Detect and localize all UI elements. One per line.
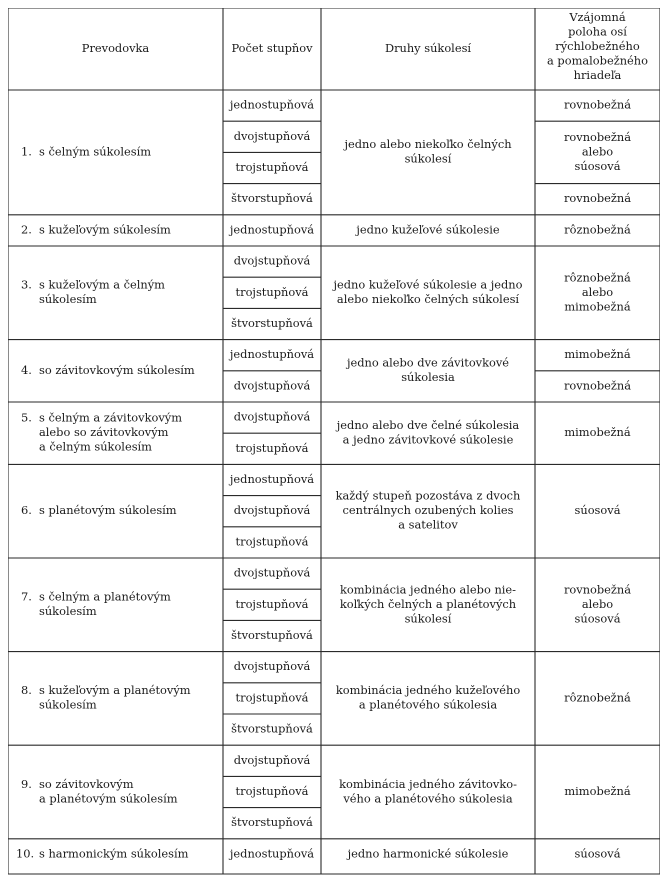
axis-position: mimobežná [564,299,631,314]
wheel-types: jedno alebo dve čelné súkolesia [336,417,520,432]
axis-position: rôznobežná [564,222,631,237]
wheel-types: súkolesí [404,611,452,626]
gearbox-name: s čelným a závitovkovým [39,410,183,425]
gearbox-name: s kužeľovým a planétovým [39,683,191,698]
wheel-types: kombinácia jedného závitovko- [339,776,517,791]
axis-position: súosová [574,846,621,861]
axis-position: alebo [581,144,614,159]
axis-position: rôznobežná [564,270,631,285]
stage-count: trojstupňová [235,440,309,455]
stage-count: štvorstupňová [231,191,313,206]
row-number: 9. [21,776,32,791]
row-number: 3. [21,277,32,292]
stage-count: jednostupňová [229,472,315,486]
wheel-types: jedno kužeľové súkolesie a jedno [333,277,523,292]
wheel-types: kombinácia jedného kužeľového [335,683,521,698]
stage-count: trojstupňová [235,284,309,299]
stage-count: jednostupňová [229,97,315,112]
axis-position: rovnobežná [563,378,632,393]
row-number: 6. [21,503,32,518]
wheel-types: alebo niekoľko čelných súkolesí [336,292,520,307]
gearbox-name: s planétovým súkolesím [39,503,177,518]
axis-position: rôznobežná [564,690,631,705]
stage-count: dvojstupňová [233,565,311,580]
axis-position: rovnobežná [563,129,632,144]
stage-count: trojstupňová [235,690,309,705]
row-number: 5. [21,410,32,425]
stage-count: dvojstupňová [233,253,311,268]
row-number: 10. [16,846,35,861]
gearbox-name: s harmonickým súkolesím [39,846,189,861]
axis-position: súosová [574,611,621,626]
stage-count: štvorstupňová [231,721,313,736]
stage-count: jednostupňová [229,222,315,237]
stage-count: trojstupňová [235,784,309,798]
wheel-types: každý stupeň pozostáva z dvoch [335,488,521,503]
wheel-types: jedno harmonické súkolesie [347,846,509,861]
gearbox-name: a čelným súkolesím [39,439,152,454]
row-number: 4. [21,362,32,377]
gearbox-name: súkolesím [39,604,97,619]
wheel-types: súkolesí [404,151,452,166]
axis-position: súosová [574,503,621,518]
stage-count: dvojstupňová [233,128,311,143]
axis-position: rovnobežná [563,191,632,206]
header-prevodovka: Prevodovka [81,41,150,55]
stage-count: jednostupňová [229,347,315,362]
axis-position: rovnobežná [563,97,632,112]
gearbox-name: s čelným a planétovým [39,589,171,604]
row-number: 1. [21,144,32,159]
header-vzajomna-poloha: Vzájomná [569,10,626,24]
wheel-types: a satelitov [398,517,458,532]
gearbox-name: so závitovkovým súkolesím [39,362,195,377]
stage-count: trojstupňová [235,160,309,174]
wheel-types: a jedno závitovkové súkolesie [342,432,514,447]
stage-count: trojstupňová [235,596,309,611]
gearbox-name: s kužeľovým a čelným [39,277,165,292]
wheel-types: súkolesia [401,370,455,385]
stage-count: trojstupňová [235,534,309,549]
wheel-types: a planétového súkolesia [358,697,498,712]
stage-count: jednostupňová [229,846,315,861]
axis-position: mimobežná [564,784,631,798]
stage-count: dvojstupňová [233,503,311,518]
wheel-types: kombinácia jedného alebo nie- [339,582,517,597]
stage-count: dvojstupňová [233,659,311,674]
gearbox-name: s čelným súkolesím [39,144,152,159]
header-pocet-stupnov: Počet stupňov [231,41,313,55]
header-vzajomna-poloha: a pomalobežného [547,53,648,68]
stage-count: štvorstupňová [231,628,313,642]
gearbox-name: súkolesím [39,292,97,307]
gearbox-table [8,8,660,876]
header-vzajomna-poloha: hriadeľa [573,68,622,82]
row-number: 8. [21,683,32,698]
stage-count: dvojstupňová [233,752,311,767]
header-vzajomna-poloha: poloha osí [568,24,627,39]
stage-count: štvorstupňová [231,815,313,830]
gearbox-name: alebo so závitovkovým [39,425,169,440]
axis-position: alebo [581,284,614,299]
gearbox-name: súkolesím [39,697,97,712]
gearbox-name: s kužeľovým súkolesím [39,222,171,237]
stage-count: dvojstupňová [233,378,311,393]
wheel-types: jedno alebo niekoľko čelných [344,137,512,152]
wheel-types: koľkých čelných a planétových [339,596,517,611]
axis-position: mimobežná [564,425,631,440]
wheel-types: vého a planétového súkolesia [343,791,513,806]
gearbox-name: so závitovkovým [39,776,134,791]
wheel-types: centrálnych ozubených kolies [342,503,514,518]
header-vzajomna-poloha: rýchlobežného [555,39,640,53]
row-number: 7. [21,589,32,604]
stage-count: dvojstupňová [233,409,311,424]
row-number: 2. [21,222,32,237]
axis-position: súosová [574,158,621,173]
header-druhy-sukolesi: Druhy súkolesí [384,41,472,55]
wheel-types: jedno alebo dve závitovkové [346,355,510,370]
stage-count: štvorstupňová [231,316,313,330]
gearbox-name: a planétovým súkolesím [39,791,178,806]
axis-position: rovnobežná [563,582,632,597]
axis-position: mimobežná [564,347,631,362]
axis-position: alebo [581,596,614,611]
wheel-types: jedno kužeľové súkolesie [356,222,500,237]
